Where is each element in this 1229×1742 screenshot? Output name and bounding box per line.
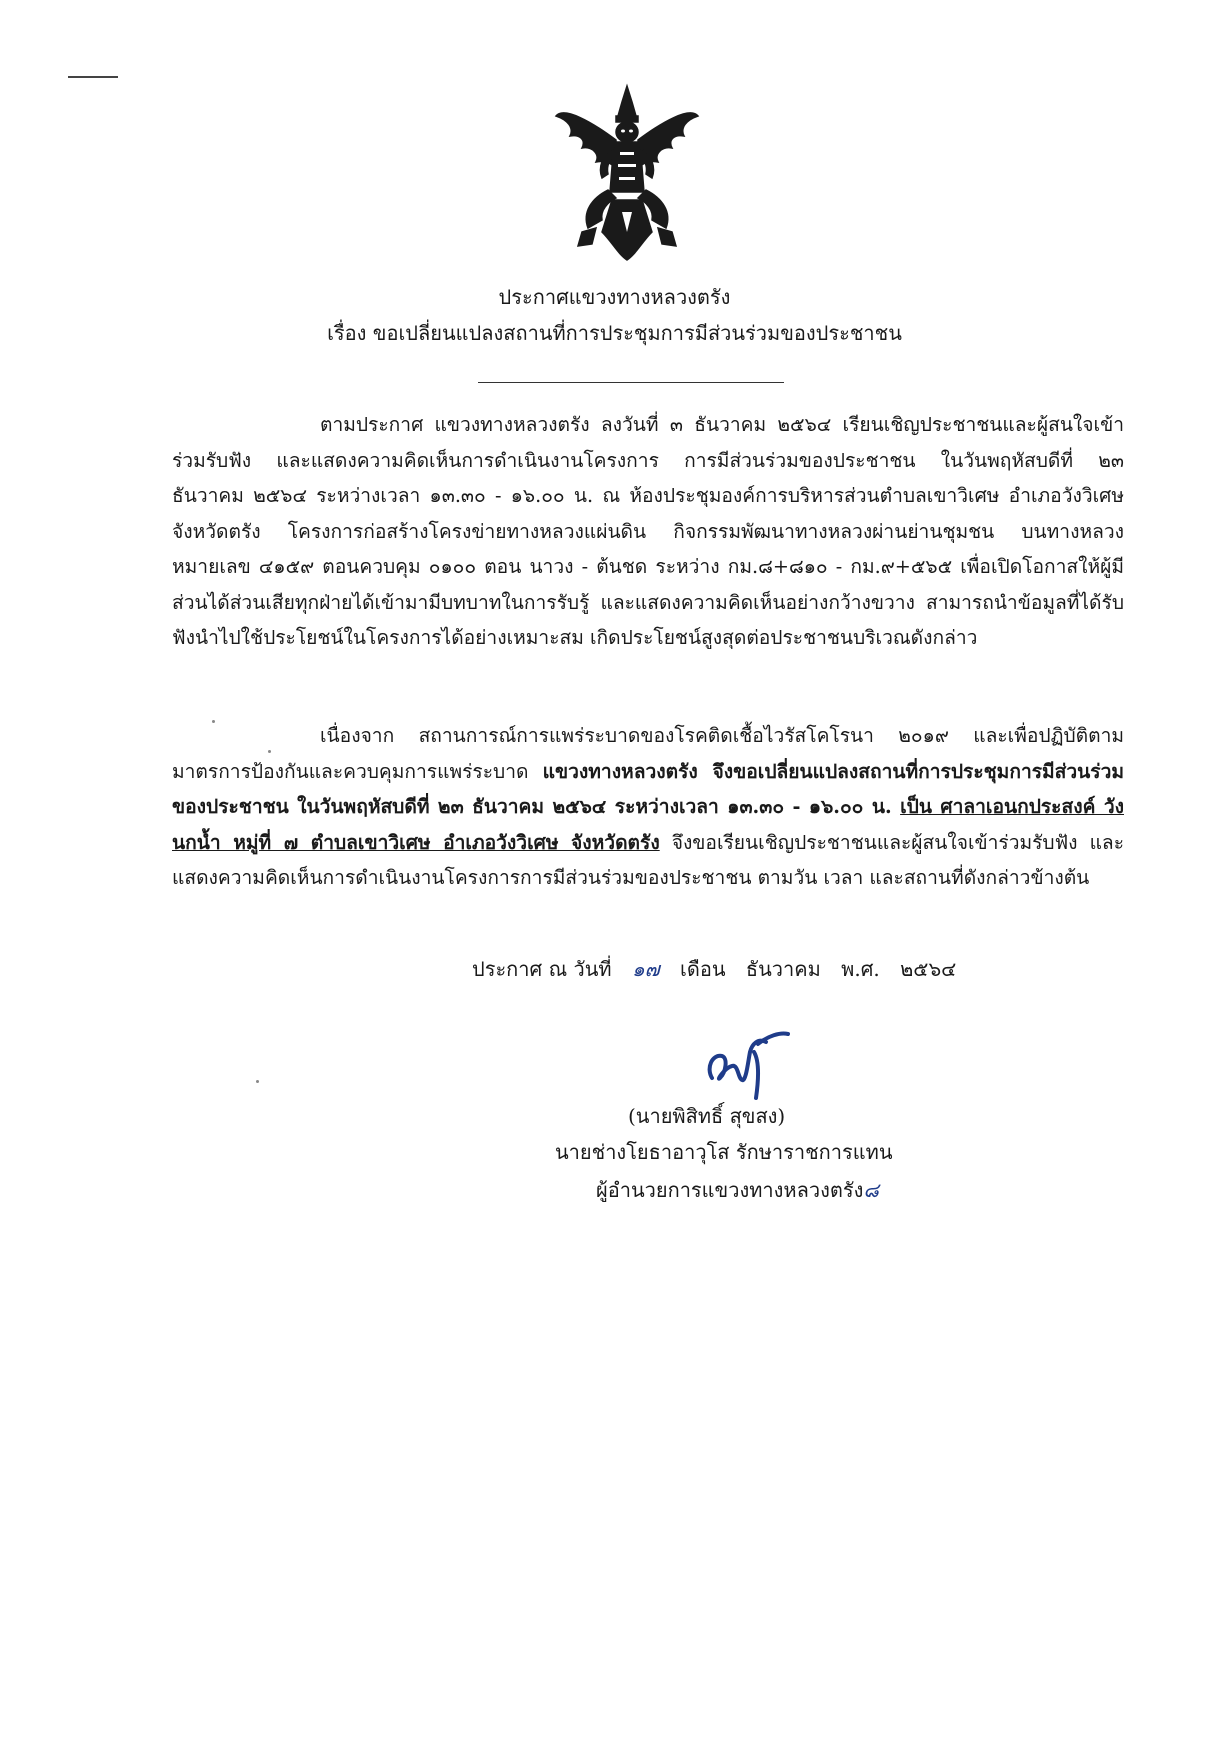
announcement-date (472, 955, 970, 983)
date-day-handwritten: ๑๗ (631, 957, 660, 981)
paragraph-2-closing: จึงขอเรียนเชิญประชาชนและผู้สนใจเข้าร่วมรับฟัง และแสดงความคิดเห็นการดำเนินงานโครงการการมีส่วนร่วมของประชาชน ตามวัน เวลา และสถานที่ดังกล่าวข้างต้น (172, 830, 1124, 889)
paragraph-2-intro: เนื่องจาก สถานการณ์การแพร่ระบาดของโรคติดเชื้อไวรัสโคโรนา ๒๐๑๙ และเพื่อปฏิบัติตามมาตรการป้องกันและควบคุมการแพร่ระบาด (172, 724, 1124, 783)
date-month: ธันวาคม (745, 957, 821, 981)
scan-speck (256, 1080, 259, 1083)
paragraph-2-new-venue: เป็น ศาลาเอนกประสงค์ วังนกน้ำ หมู่ที่ ๗ ตำบลเขาวิเศษ อำเภอวังวิเศษ จังหวัดตรัง (172, 795, 1124, 854)
date-prefix: ประกาศ ณ วันที่ (472, 957, 612, 981)
garuda-emblem-icon (552, 82, 702, 264)
signatory-position: นายช่างโยธาอาวุโส รักษาราชการแทน (555, 1140, 893, 1164)
title-divider (478, 382, 784, 383)
scan-speck (268, 750, 271, 753)
signatory-office-suffix: ๘ (863, 1178, 879, 1202)
document-subject: เรื่อง ขอเปลี่ยนแปลงสถานที่การประชุมการมีส่วนร่วมของประชาชน (327, 321, 902, 345)
scan-speck (212, 720, 215, 723)
signatory-office-text: ผู้อำนวยการแขวงทางหลวงตรัง (596, 1178, 864, 1202)
paragraph-1 (172, 407, 1124, 656)
date-month-label: เดือน (680, 957, 726, 981)
signatory-name: (นายพิสิทธิ์ สุขสง) (628, 1104, 786, 1128)
paragraph-2-bold: แขวงทางหลวงตรัง จึงขอเปลี่ยนแปลงสถานที่การประชุมการมีส่วนร่วมของประชาชน ในวันพฤหัสบดีที่ ๒๓ ธันวาคม ๒๕๖๔ ระหว่างเวลา ๑๓.๓๐ - ๑๖.๐๐ น. (172, 759, 1124, 818)
signatory-office (596, 1176, 879, 1204)
handwritten-signature-icon (698, 1022, 798, 1102)
paragraph-1-text: ตามประกาศ แขวงทางหลวงตรัง ลงวันที่ ๓ ธันวาคม ๒๕๖๔ เรียนเชิญประชาชนและผู้สนใจเข้าร่วมรับฟัง และแสดงความคิดเห็นการดำเนินงานโครงการ การมีส่วนร่วมของประชาชน ในวันพฤหัสบดีที่ ๒๓ ธันวาคม ๒๕๖๔ ระหว่างเวลา ๑๓.๓๐ - ๑๖.๐๐ น. ณ ห้องประชุมองค์การบริหารส่วนตำบลเขาวิเศษ อำเภอวังวิเศษ จังหวัดตรัง โครงการก่อสร้างโครงข่ายทางหลวงแผ่นดิน กิจกรรมพัฒนาทางหลวงผ่านย่านชุมชน บนทางหลวงหมายเลข ๔๑๕๙ ตอนควบคุม ๐๑๐๐ ตอน นาวง - ต้นชด ระหว่าง กม.๘+๘๑๐ - กม.๙+๕๖๕ เพื่อเปิดโอกาสให้ผู้มีส่วนได้ส่วนเสียทุกฝ่ายได้เข้ามามีบทบาทในการรับรู้ และแสดงความคิดเห็นอย่างกว้างขวาง สามารถนำข้อมูลที่ได้รับฟังนำไปใช้ประโยชน์ในโครงการได้อย่างเหมาะสม เกิดประโยชน์สูงสุดต่อประชาชนบริเวณดังกล่าว (172, 413, 1124, 649)
date-year: ๒๕๖๔ (900, 957, 957, 981)
corner-mark (68, 76, 118, 78)
document-agency-title: ประกาศแขวงทางหลวงตรัง (498, 285, 731, 309)
paragraph-2 (172, 718, 1124, 896)
date-era: พ.ศ. (841, 957, 880, 981)
